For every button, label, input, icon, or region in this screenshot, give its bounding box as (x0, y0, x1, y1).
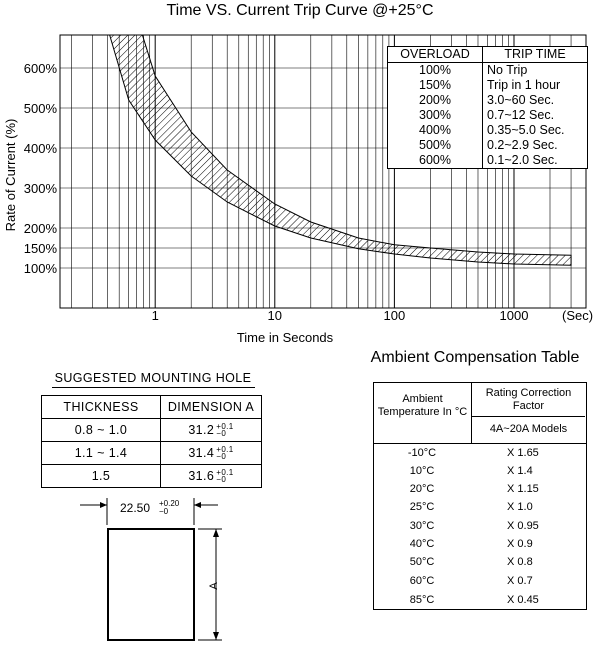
x-unit-label: (Sec) (562, 308, 594, 323)
ambient-model-header: 4A~20A Models (489, 423, 568, 435)
ambient-factor-value: X 1.15 (507, 483, 539, 495)
y-tick-label: 500% (23, 101, 57, 116)
y-tick-label: 300% (23, 181, 57, 196)
mounting-title-underline (52, 387, 255, 388)
ambient-factor-value: X 0.45 (507, 594, 539, 606)
ambient-temp-value: 50°C (409, 556, 435, 568)
ambient-factor-header: Rating Correction Factor (485, 387, 572, 412)
overload-value: 200% (388, 93, 483, 108)
y-tick-label: 100% (23, 261, 57, 276)
trip-time-value: 3.0~60 Sec. (483, 93, 588, 108)
y-axis-title: Rate of Current (%) (3, 118, 18, 232)
ambient-factor-value: X 0.95 (507, 520, 539, 532)
overload-row (388, 93, 588, 108)
thickness-value: 1.5 (42, 465, 161, 488)
width-dimension: 22.50 (120, 501, 151, 515)
mounting-row (42, 419, 262, 442)
thickness-header: THICKNESS (42, 396, 161, 419)
overload-value: 400% (388, 123, 483, 138)
x-tick-label: 100 (383, 308, 406, 323)
overload-row (388, 123, 588, 138)
overload-row (388, 63, 588, 79)
overload-value: 150% (388, 78, 483, 93)
tolerance: +0.1 −0 (216, 468, 234, 485)
mounting-hole-drawing (70, 495, 240, 650)
y-tick-label: 150% (23, 241, 57, 256)
width-tol-plus: +0.20 (159, 499, 180, 508)
ambient-temp-value: 60°C (409, 575, 435, 587)
dimension-header: DIMENSION A (161, 396, 262, 419)
ambient-factor-value: X 0.8 (507, 556, 533, 568)
ambient-temp-header: Ambient Temperature In °C (377, 393, 468, 418)
height-dimension-label: A (208, 582, 220, 590)
overload-row (388, 153, 588, 169)
tolerance: +0.1 −0 (216, 422, 234, 439)
ambient-temp-value: 25°C (409, 501, 435, 513)
y-tick-label: 600% (23, 61, 57, 76)
trip-time-value: 0.35~5.0 Sec. (483, 123, 588, 138)
mounting-table (41, 395, 262, 488)
dimension-value: 31.2 +0.1 −0 (161, 419, 262, 442)
trip-time-value: 0.1~2.0 Sec. (483, 153, 588, 169)
tolerance: +0.1 −0 (216, 445, 234, 462)
overload-row (388, 108, 588, 123)
dimension-value: 31.6 +0.1 −0 (161, 465, 262, 488)
x-tick-label: 1 (151, 308, 159, 323)
overload-header: OVERLOAD (388, 47, 483, 63)
overload-value: 600% (388, 153, 483, 169)
ambient-divider (373, 443, 586, 444)
ambient-temp-value: 10°C (409, 465, 435, 477)
mounting-row (42, 442, 262, 465)
ambient-factor-value: X 1.0 (507, 501, 533, 513)
ambient-factor-value: X 1.65 (507, 447, 539, 459)
x-axis-title: Time in Seconds (236, 330, 334, 345)
thickness-value: 1.1 ~ 1.4 (42, 442, 161, 465)
ambient-factor-value: X 1.4 (507, 465, 533, 477)
trip-time-header: TRIP TIME (483, 47, 588, 63)
ambient-temp-value: 40°C (409, 538, 435, 550)
trip-time-value: Trip in 1 hour (483, 78, 588, 93)
thickness-value: 0.8 ~ 1.0 (42, 419, 161, 442)
x-tick-label: 10 (267, 308, 283, 323)
overload-table (387, 46, 588, 169)
ambient-temp-value: -10°C (407, 447, 437, 459)
trip-time-value: 0.2~2.9 Sec. (483, 138, 588, 153)
mounting-hole-rect (108, 529, 194, 640)
overload-row (388, 78, 588, 93)
ambient-temp-value: 30°C (409, 520, 435, 532)
ambient-factor-value: X 0.7 (507, 575, 533, 587)
y-tick-label: 400% (23, 141, 57, 156)
ambient-factor-value: X 0.9 (507, 538, 533, 550)
overload-value: 100% (388, 63, 483, 79)
chart-title: Time VS. Current Trip Curve @+25°C (166, 2, 434, 19)
mounting-row (42, 465, 262, 488)
mounting-title: SUGGESTED MOUNTING HOLE (54, 371, 252, 385)
y-tick-label: 200% (23, 221, 57, 236)
overload-row (388, 138, 588, 153)
overload-value: 300% (388, 108, 483, 123)
ambient-divider (471, 416, 585, 417)
dimension-value: 31.4 +0.1 −0 (161, 442, 262, 465)
trip-time-value: 0.7~12 Sec. (483, 108, 588, 123)
x-tick-label: 1000 (499, 308, 529, 323)
ambient-temp-value: 20°C (409, 483, 435, 495)
ambient-title: Ambient Compensation Table (370, 349, 580, 366)
ambient-temp-value: 85°C (409, 594, 435, 606)
trip-time-value: No Trip (483, 63, 588, 79)
overload-value: 500% (388, 138, 483, 153)
width-tol-minus: −0 (159, 507, 169, 516)
